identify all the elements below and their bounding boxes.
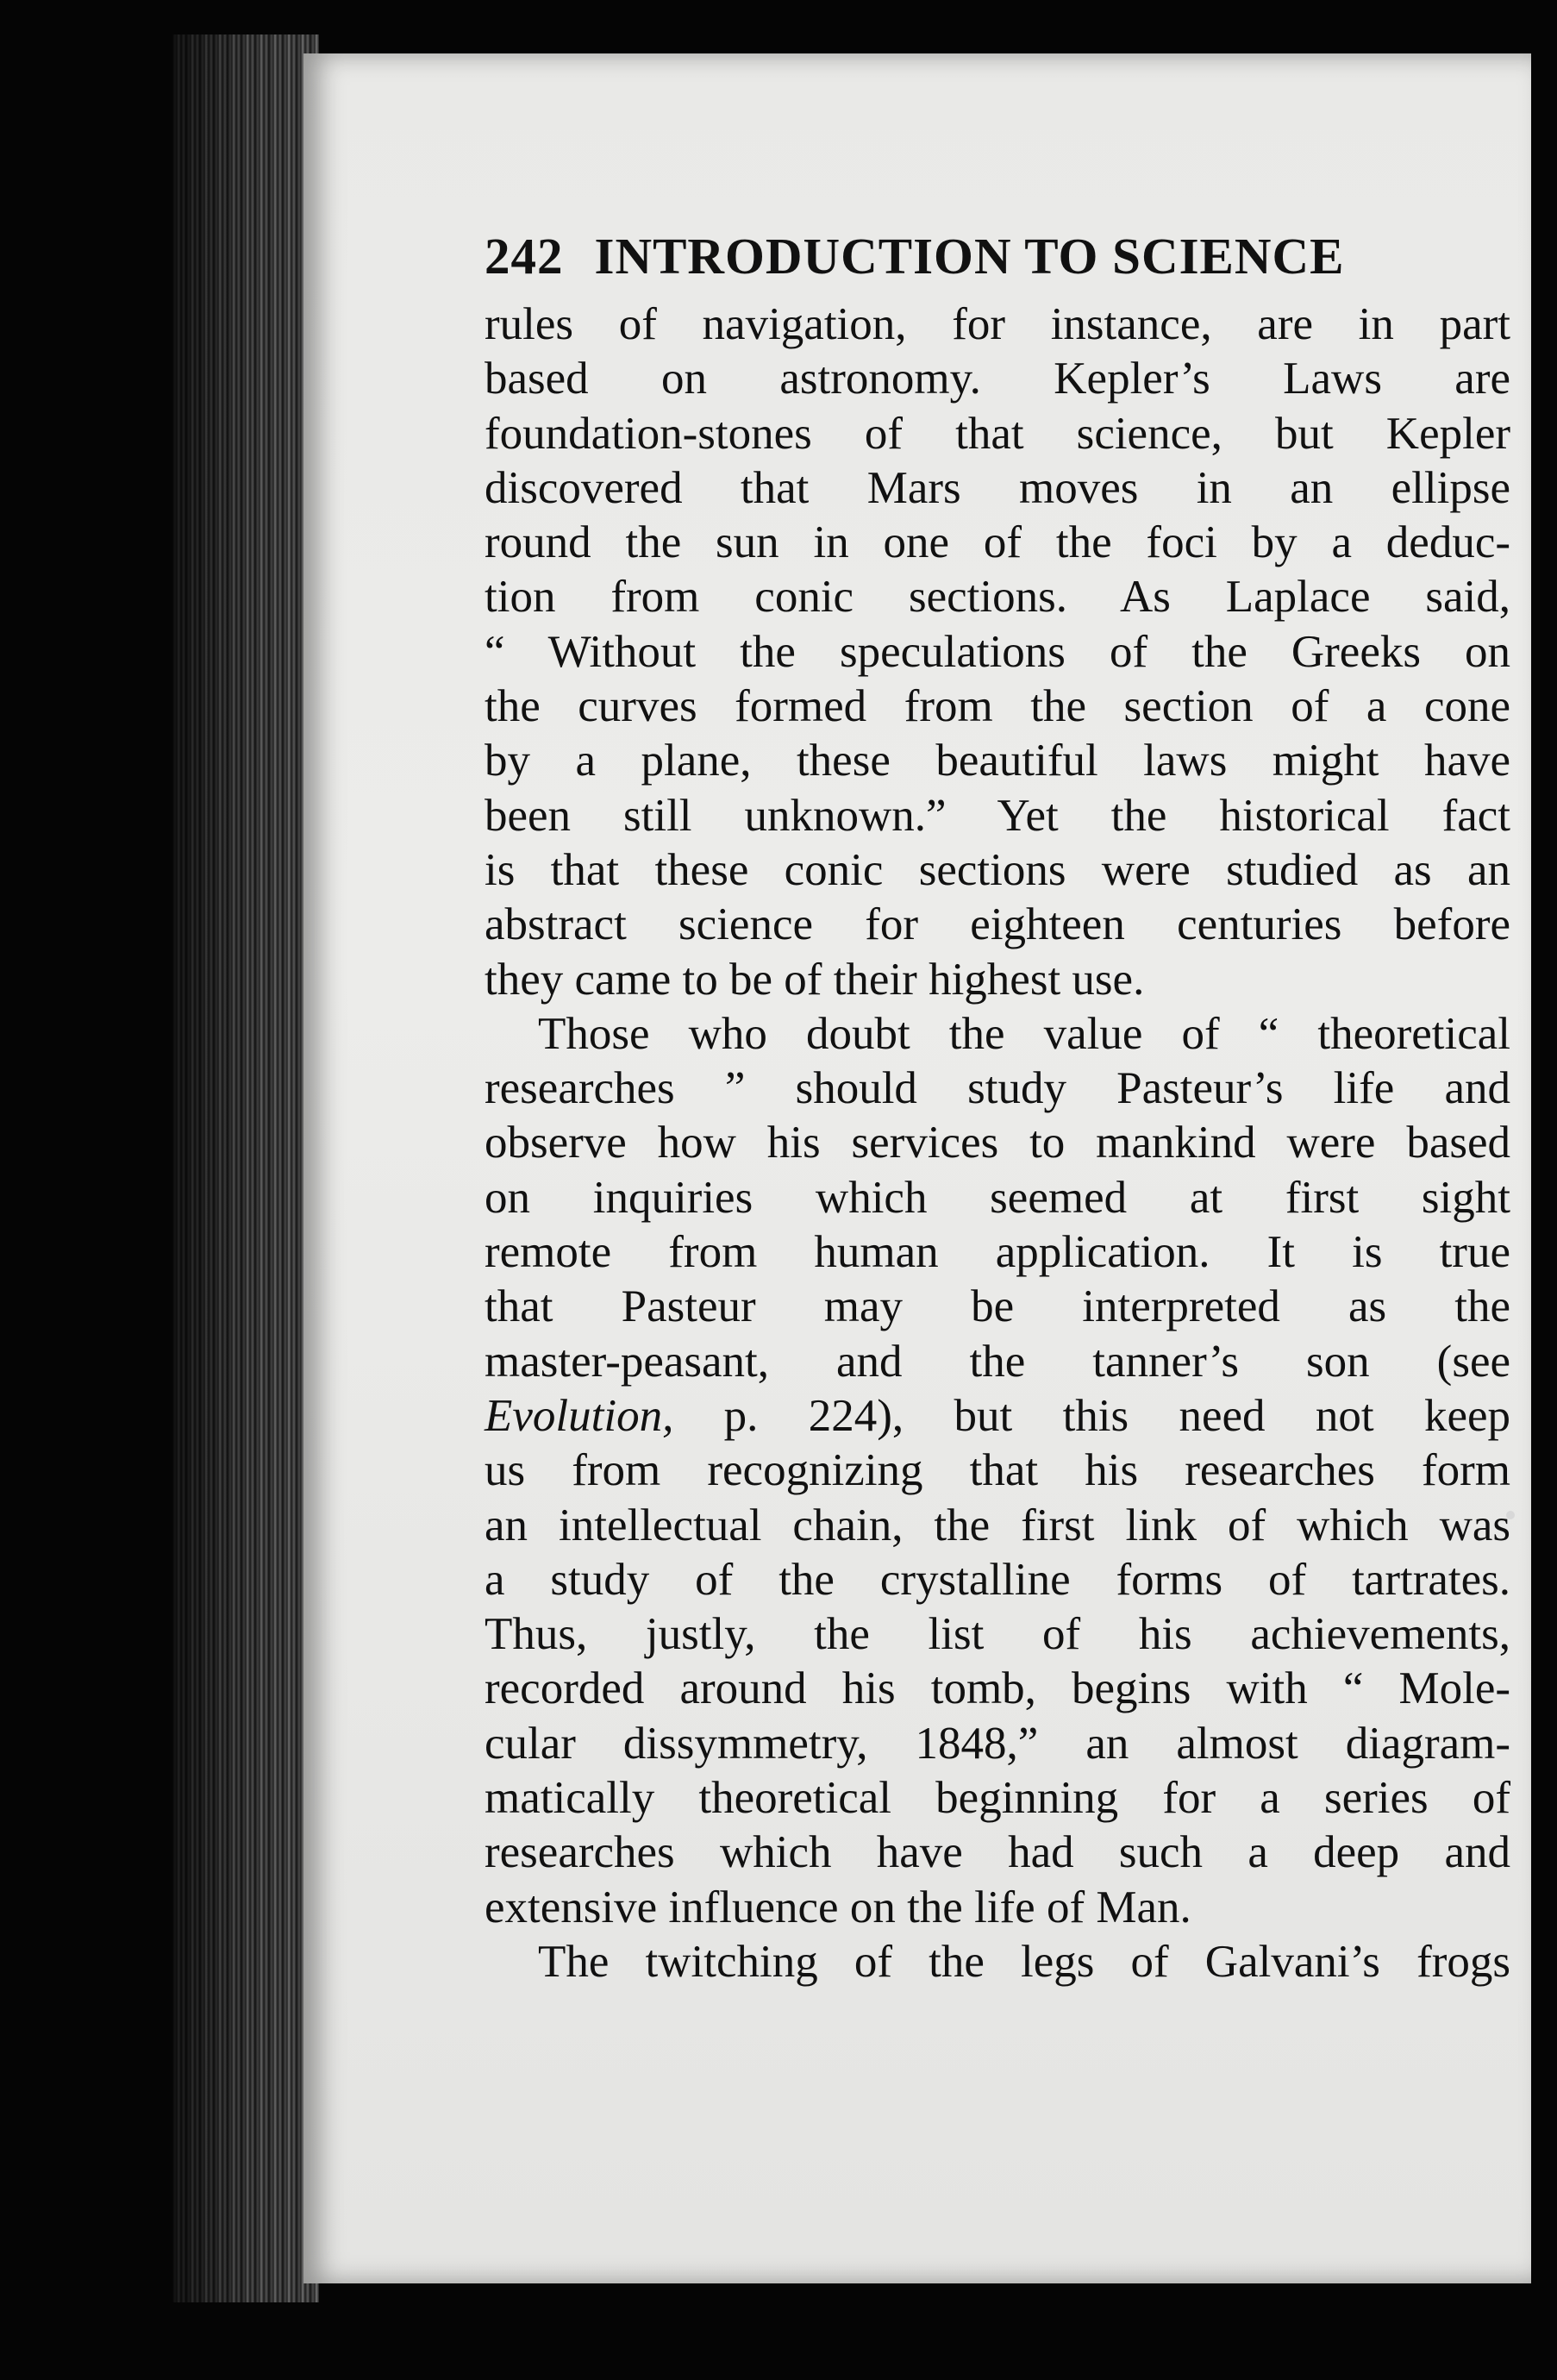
text-line: researches which have had such a deep and	[485, 1827, 1510, 1878]
page	[303, 53, 1531, 2283]
paragraph-1	[485, 298, 1510, 1007]
text-line: foundation-stones of that science, but Kepler	[485, 408, 1510, 459]
text-line: Those who doubt the value of “ theoretical	[538, 1008, 1510, 1059]
text-line: they came to be of their highest use.	[485, 954, 1145, 1005]
text-line: The twitching of the legs of Galvani’s frogs	[538, 1936, 1510, 1987]
running-head	[485, 222, 1510, 291]
text-line: “ Without the speculations of the Greeks on	[485, 626, 1510, 677]
text-line: researches ” should study Pasteur’s life and	[485, 1063, 1510, 1114]
text-line: that Pasteur may be interpreted as the	[485, 1281, 1510, 1332]
text-line: abstract science for eighteen centuries before	[485, 899, 1510, 950]
text-line: remote from human application. It is true	[485, 1227, 1510, 1278]
text-line-with-italic	[485, 1389, 1510, 1444]
text-line: on inquiries which seemed at first sight	[485, 1172, 1510, 1223]
text-line: the curves formed from the section of a cone	[485, 681, 1510, 732]
page-number: 242	[485, 228, 564, 285]
text-line: been still unknown.” Yet the historical fact	[485, 790, 1510, 841]
paragraph-2	[485, 1007, 1510, 1935]
text-line: round the sun in one of the foci by a deduc-	[485, 517, 1510, 568]
text-line: master-peasant, and the tanner’s son (see	[485, 1336, 1510, 1387]
text-line: by a plane, these beautiful laws might have	[485, 736, 1510, 786]
page-edges	[172, 34, 319, 2302]
italic-book-title: Evolution,	[485, 1390, 674, 1441]
text-line: based on astronomy. Kepler’s Laws are	[485, 354, 1510, 404]
text-block	[485, 222, 1510, 1989]
text-line: observe how his services to mankind were based	[485, 1118, 1510, 1168]
text-line: extensive influence on the life of Man.	[485, 1882, 1191, 1932]
running-title: INTRODUCTION TO SCIENCE	[594, 228, 1345, 285]
text-line: Thus, justly, the list of his achievements,	[485, 1609, 1510, 1660]
text-line: cular dissymmetry, 1848,” an almost diagram-	[485, 1718, 1510, 1769]
text-line: discovered that Mars moves in an ellipse	[485, 462, 1510, 513]
text-line: a study of the crystalline forms of tartrates.	[485, 1554, 1510, 1605]
paragraph-3	[485, 1935, 1510, 1989]
text-line-rest: p. 224), but this need not keep	[673, 1390, 1510, 1441]
text-line: tion from conic sections. As Laplace said,	[485, 572, 1510, 623]
text-line: us from recognizing that his researches form	[485, 1445, 1510, 1496]
text-line: an intellectual chain, the first link of which was	[485, 1500, 1510, 1550]
text-line: is that these conic sections were studied as an	[485, 844, 1510, 895]
text-line: recorded around his tomb, begins with “ Mole-	[485, 1663, 1510, 1714]
text-line: rules of navigation, for instance, are in part	[485, 299, 1510, 349]
text-line: matically theoretical beginning for a series of	[485, 1773, 1510, 1824]
